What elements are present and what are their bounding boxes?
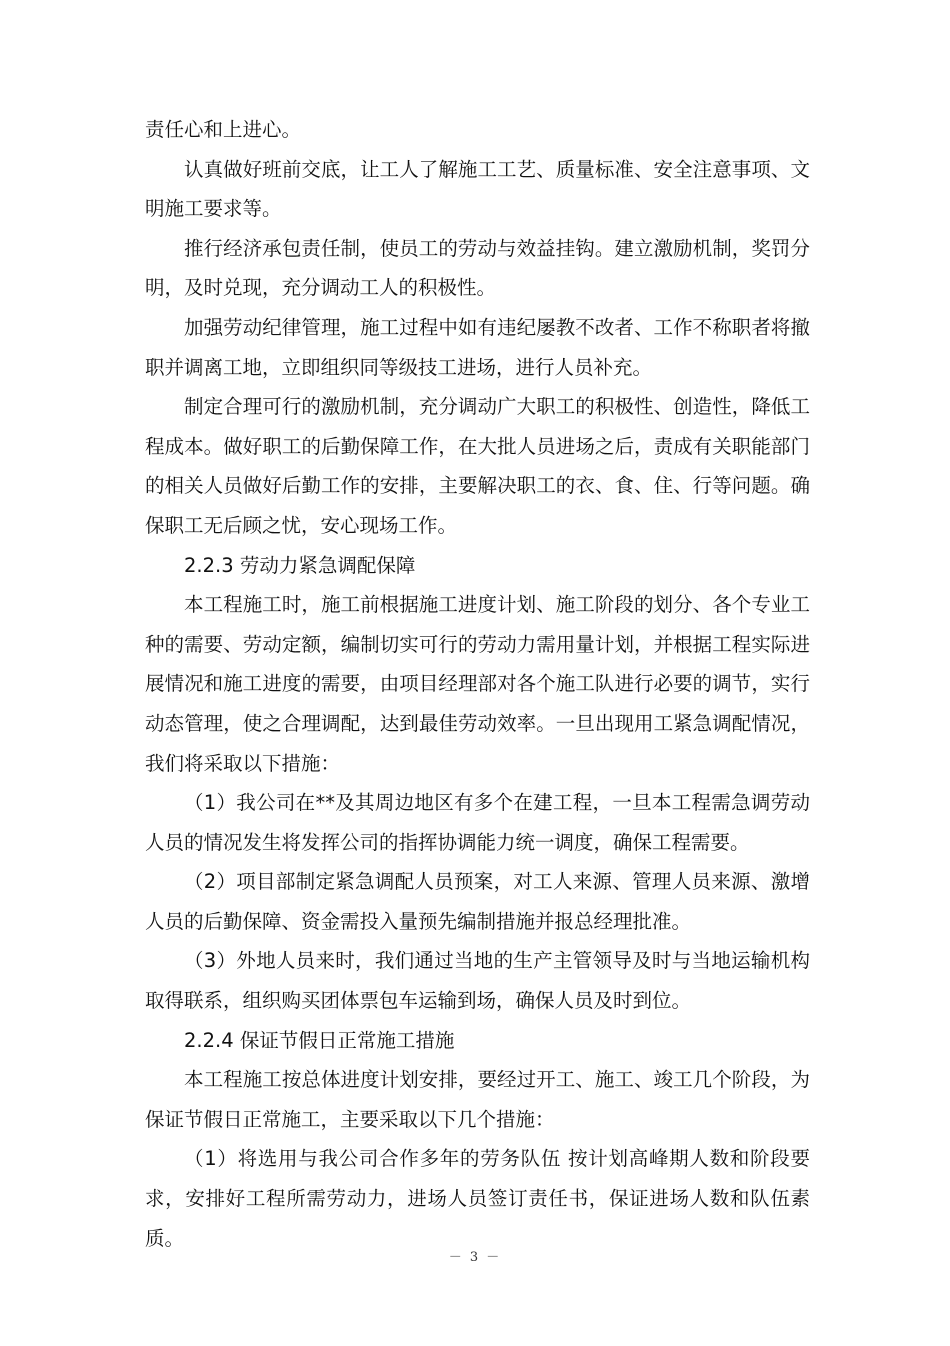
- body-text: [145, 110, 810, 1258]
- page-number: － 3 －: [448, 1250, 502, 1265]
- paragraph-contract-responsibility: 推行经济承包责任制，使员工的劳动与效益挂钩。建立激励机制，奖罚分明，及时兑现，充分调动工人的积极性。: [145, 236, 810, 300]
- list-item-1: （1）我公司在**及其周边地区有多个在建工程，一旦本工程需急调劳动人员的情况发生将发挥公司的指挥协调能力统一调度，确保工程需要。: [145, 791, 810, 854]
- holiday-list-item-1: （1）将选用与我公司合作多年的劳务队伍 按计划高峰期人数和阶段要求，安排好工程所需劳动力，进场人员签订责任书，保证进场人数和队伍素质。: [145, 1147, 810, 1250]
- section-heading-2-2-4: 2.2.4 保证节假日正常施工措施: [184, 1028, 455, 1052]
- paragraph-labor-planning: 本工程施工时，施工前根据施工进度计划、施工阶段的划分、各个专业工种的需要、劳动定额，编制切实可行的劳动力需用量计划，并根据工程实际进展情况和施工进度的需要，由项目经理部对各个施工队进行必要的调节，实行动态管理，使之合理调配，达到最佳劳动效率。一旦出现用工紧急调配情况，我们将采取以下措施：: [145, 593, 810, 775]
- list-item-2: （2）项目部制定紧急调配人员预案，对工人来源、管理人员来源、激增人员的后勤保障、资金需投入量预先编制措施并报总经理批准。: [145, 870, 810, 933]
- paragraph-continuation: 责任心和上进心。: [145, 118, 302, 141]
- paragraph-briefing: 认真做好班前交底，让工人了解施工工艺、质量标准、安全注意事项、文明施工要求等。: [145, 157, 810, 221]
- paragraph-holiday-schedule: 本工程施工按总体进度计划安排，要经过开工、施工、竣工几个阶段，为保证节假日正常施工，主要采取以下几个措施：: [145, 1068, 810, 1131]
- paragraph-incentive-mechanism: 制定合理可行的激励机制，充分调动广大职工的积极性、创造性，降低工程成本。做好职工的后勤保障工作，在大批人员进场之后，责成有关职能部门的相关人员做好后勤工作的安排，主要解决职工的衣、食、住、行等问题。确保职工无后顾之忧，安心现场工作。: [145, 395, 810, 537]
- list-item-3: （3）外地人员来时，我们通过当地的生产主管领导及时与当地运输机构取得联系，组织购买团体票包车运输到场，确保人员及时到位。: [145, 949, 810, 1013]
- paragraph-labor-discipline: 加强劳动纪律管理，施工过程中如有违纪屡教不改者、工作不称职者将撤职并调离工地，立即组织同等级技工进场，进行人员补充。: [145, 315, 810, 379]
- section-heading-2-2-3: 2.2.3 劳动力紧急调配保障: [184, 553, 416, 577]
